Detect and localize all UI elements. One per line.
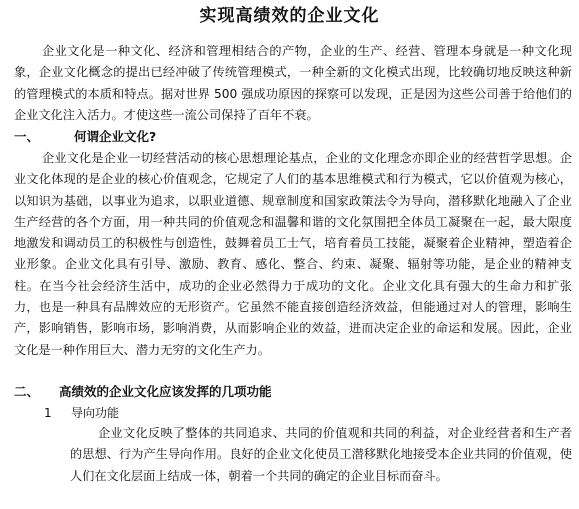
- section-2-number: 二、: [14, 384, 40, 399]
- section-2-heading: [14, 382, 272, 402]
- subsection-1-title: 导向功能: [71, 406, 120, 420]
- section-1-paragraph: 企业文化是企业一切经营活动的核心思想理论基点，企业的文化理念亦即企业的经营哲学思想。企业文化体现的是企业的核心价值观念，它规定了人们的基本思维模式和行为模式，它以价值观为核心，以知识为基础，以事业为追求，以职业道德、规章制度和国家政策法令为导向，潜移默化地融入了企业生产经营的各个方面，用一种共同的价值观念和温馨和谐的文化氛围把全体员工凝聚在一起，最大限度地激发和调动员工的积极性与创造性，鼓舞着员工士气，培育着员工技能，凝聚着企业精神，塑造着企业形象。企业文化具有引导、激励、教育、感化、整合、约束、凝聚、辐射等功能，是企业的精神支柱。在当今社会经济生活中，成功的企业必然得力于成功的文化。企业文化具有强大的生命力和扩张力，也是一种具有品牌效应的无形资产。它虽然不能直接创造经济效益，但能通过对人的管理，影响生产，影响销售，影响市场，影响消费，从而影响企业的效益，进而决定企业的命运和发展。因此，企业文化是一种作用巨大、潜力无穷的文化生产力。: [14, 151, 572, 357]
- section-1-number: 一、: [14, 129, 40, 144]
- section-1-title: 何谓企业文化?: [74, 129, 157, 144]
- intro-paragraph: 企业文化是一种文化、经济和管理相结合的产物，企业的生产、经营、管理本身就是一种文化现象，企业文化概念的提出已经冲破了传统管理模式，一种全新的文化模式出现，比较确切地反映这种新的管理模式的本质和特点。据对世界 500 强成功原因的探察可以发现，正是因为这些公司善于给他们的企业文化注入活力。才使这些一流公司保持了百年不衰。: [14, 44, 572, 122]
- subsection-1-paragraph: 企业文化反映了整体的共同追求、共同的价值观和共同的利益，对企业经营者和生产者的思想、行为产生导向作用。良好的企业文化使员工潜移默化地接受本企业共同的价值观，使人们在文化层面上结成一体，朝着一个共同的确定的企业目标而奋斗。: [70, 426, 572, 483]
- subsection-1-number: 1: [44, 406, 52, 420]
- section-1-heading: [14, 127, 156, 147]
- subsection-1-heading: [44, 403, 119, 423]
- section-2-title: 高绩效的企业文化应该发挥的几项功能: [59, 384, 272, 399]
- document-title: 实现高绩效的企业文化: [199, 6, 380, 26]
